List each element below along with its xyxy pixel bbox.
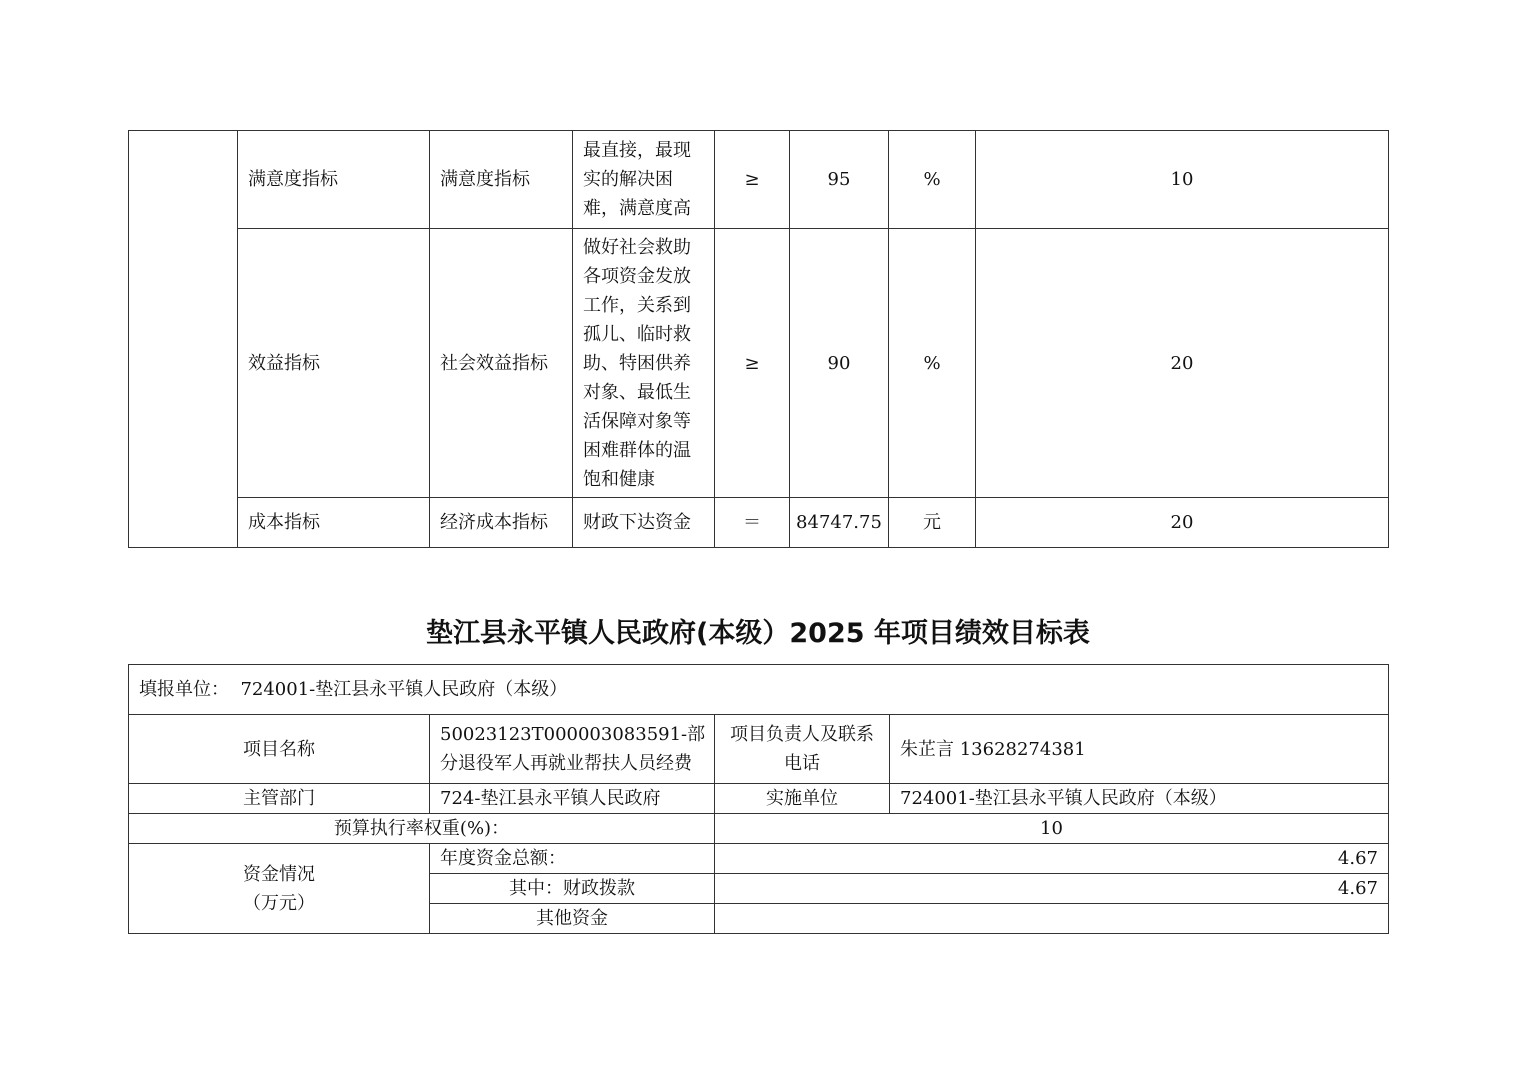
indicator-level3-cell: 社会效益指标 (430, 229, 573, 498)
indicator-operator-cell: ＝ (715, 498, 790, 548)
indicator-value-cell: 84747.75 (790, 498, 889, 548)
contact-label: 项目负责人及联系电话 (715, 715, 890, 784)
table-row (129, 229, 1389, 498)
table-row (129, 131, 1389, 229)
indicator-weight-cell: 10 (976, 131, 1389, 229)
funds-unit: （万元） (243, 892, 315, 914)
dept-value: 724-垫江县永平镇人民政府 (430, 784, 715, 814)
project-info-table (128, 664, 1389, 934)
budget-weight-label: 预算执行率权重(%)： (129, 814, 715, 844)
annual-total-value: 4.67 (715, 844, 1389, 874)
indicator-unit-cell: % (889, 229, 976, 498)
table-row (129, 784, 1389, 814)
page-title: 垫江县永平镇人民政府(本级）2025 年项目绩效目标表 (426, 618, 1090, 649)
table-row (129, 844, 1389, 874)
impl-unit-value: 724001-垫江县永平镇人民政府（本级） (890, 784, 1389, 814)
fiscal-label: 其中：财政拨款 (430, 874, 715, 904)
indicator-level2-cell: 效益指标 (238, 229, 430, 498)
indicator-content-cell: 最直接，最现实的解决困难，满意度高 (573, 131, 715, 229)
funds-label: 资金情况 (243, 863, 315, 885)
table-row (129, 498, 1389, 548)
indicator-operator-cell: ≥ (715, 131, 790, 229)
project-name-value: 50023123T000003083591-部分退役军人再就业帮扶人员经费 (430, 715, 715, 784)
indicator-table (128, 130, 1389, 548)
reporting-unit-value: 724001-垫江县永平镇人民政府（本级） (240, 679, 568, 700)
table-row (129, 665, 1389, 715)
indicator-value-cell: 90 (790, 229, 889, 498)
indicator-unit-cell: % (889, 131, 976, 229)
dept-label: 主管部门 (129, 784, 430, 814)
reporting-unit-cell (129, 665, 1389, 715)
indicator-content-cell: 财政下达资金 (573, 498, 715, 548)
budget-weight-value: 10 (715, 814, 1389, 844)
fiscal-value: 4.67 (715, 874, 1389, 904)
impl-unit-label: 实施单位 (715, 784, 890, 814)
indicator-value-cell: 95 (790, 131, 889, 229)
indicator-level3-cell: 经济成本指标 (430, 498, 573, 548)
indicator-operator-cell: ≥ (715, 229, 790, 498)
table-row (129, 814, 1389, 844)
project-name-label: 项目名称 (129, 715, 430, 784)
funds-label-cell (129, 844, 430, 934)
table-row (129, 715, 1389, 784)
annual-total-label: 年度资金总额： (430, 844, 715, 874)
indicator-level2-cell: 成本指标 (238, 498, 430, 548)
indicator-weight-cell: 20 (976, 498, 1389, 548)
indicator-level1-cell (129, 131, 238, 548)
indicator-content-cell: 做好社会救助各项资金发放工作，关系到孤儿、临时救助、特困供养对象、最低生活保障对象等困难群体的温饱和健康 (573, 229, 715, 498)
contact-value: 朱芷言 13628274381 (890, 715, 1389, 784)
indicator-level3-cell: 满意度指标 (430, 131, 573, 229)
other-funds-label: 其他资金 (430, 904, 715, 934)
other-funds-value (715, 904, 1389, 934)
reporting-unit-label: 填报单位： (139, 679, 229, 700)
indicator-unit-cell: 元 (889, 498, 976, 548)
indicator-weight-cell: 20 (976, 229, 1389, 498)
indicator-level2-cell: 满意度指标 (238, 131, 430, 229)
